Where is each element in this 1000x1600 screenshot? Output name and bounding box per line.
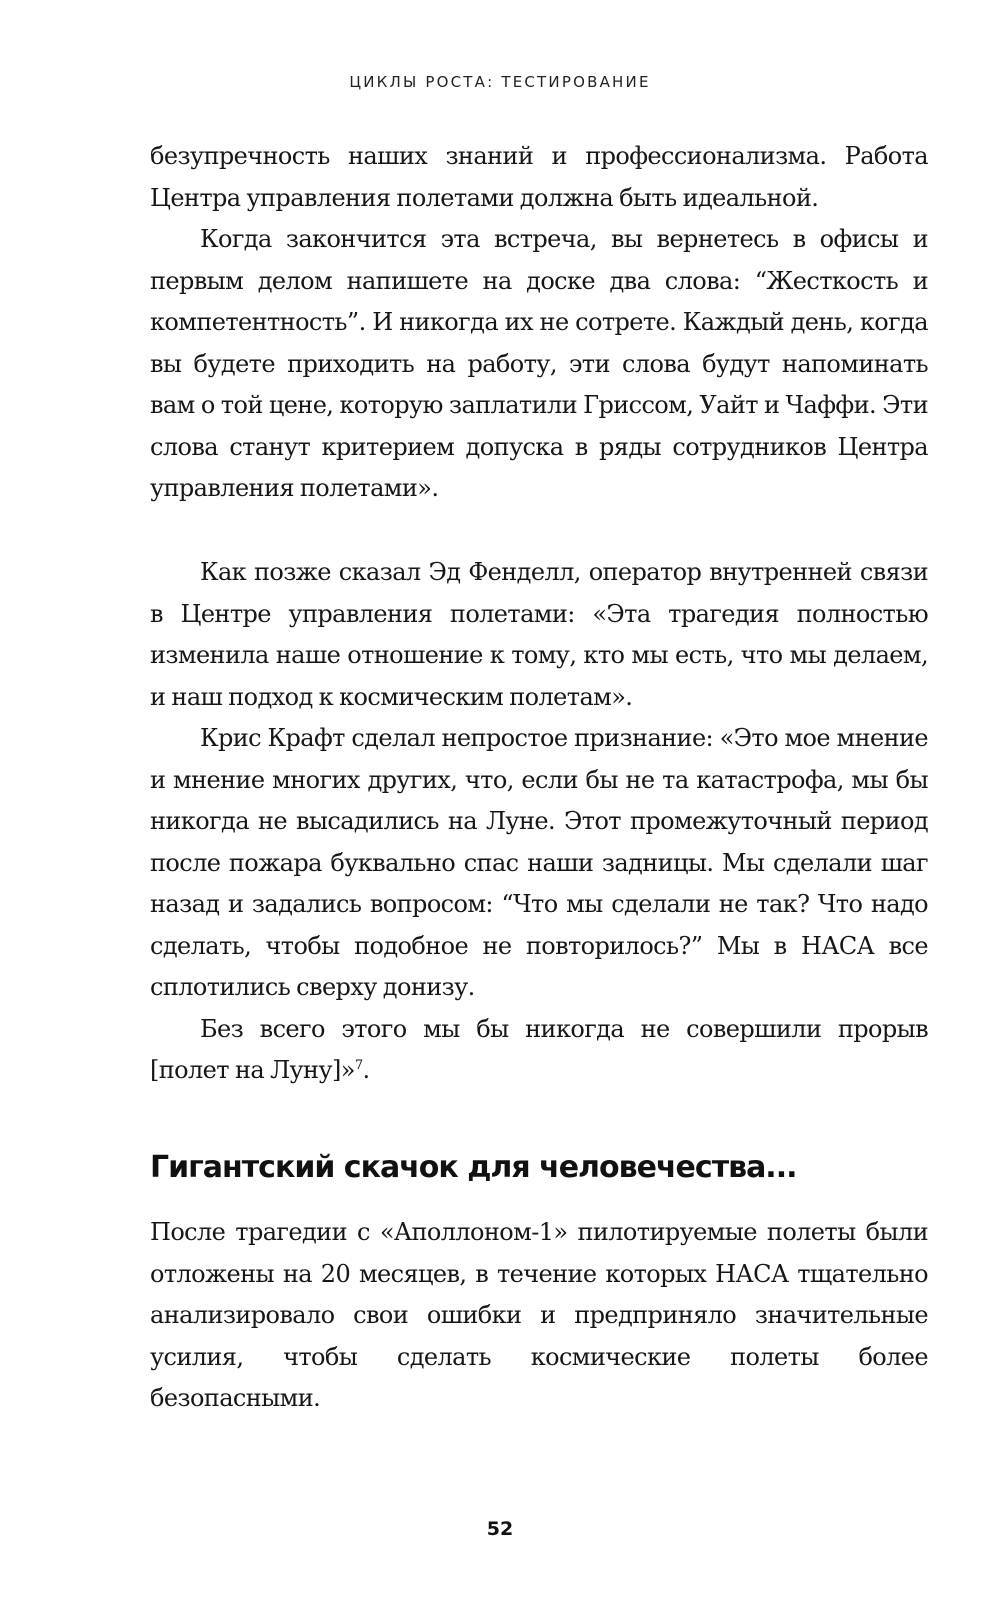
footnote-reference[interactable]: 7 xyxy=(354,1058,363,1073)
page-number: 52 xyxy=(486,1518,514,1540)
breakthrough-paragraph xyxy=(150,1009,928,1092)
quote-paragraph-1: безупречность наших знаний и профессионализма. Работа Центра управления полетами должна быть идеальной. xyxy=(150,142,928,212)
body-text xyxy=(150,552,928,1092)
section-paragraph-1: После трагедии с «Аполлоном-1» пилотируемые полеты были отложены на 20 месяцев, в течение которых НАСА тщательно анализировало свои ошибки и предприняло значительные усилия, чтобы сделать космические полеты более безопасными. xyxy=(150,1218,928,1412)
breakthrough-end: . xyxy=(362,1056,370,1084)
kraft-paragraph: Крис Крафт сделал непростое признание: «Это мое мнение и мнение многих других, что, если бы не та катастрофа, мы бы никогда не высадились на Луне. Этот промежуточный период после пожара буквально спас наши задницы. Мы сделали шаг назад и задались вопросом: “Что мы сделали не так? Что надо сделать, чтобы подобное не повторилось?” Мы в НАСА все сплотились сверху донизу. xyxy=(150,724,928,1001)
breakthrough-text: Без всего этого мы бы никогда не совершили прорыв [полет на Луну]» xyxy=(150,1014,928,1084)
fendell-paragraph: Как позже сказал Эд Фенделл, оператор внутренней связи в Центре управления полетами: «Эта трагедия полностью изменила наше отношение к тому, кто мы есть, что мы делаем, и наш подход к космическим полетам». xyxy=(150,558,928,711)
section-body xyxy=(150,1212,928,1420)
running-head: ЦИКЛЫ РОСТА: ТЕСТИРОВАНИЕ xyxy=(349,73,651,91)
quote-continuation xyxy=(150,136,928,510)
section-heading: Гигантский скачок для человечества... xyxy=(150,1150,797,1185)
quote-paragraph-2: Когда закончится эта встреча, вы вернетесь в офисы и первым делом напишете на доске два слова: “Жесткость и компетентность”. И никогда их не сотрете. Каждый день, когда вы будете приходить на работу, эти слова будут напоминать вам о той цене, которую заплатили Гриссом, Уайт и Чаффи. Эти слова станут критерием допуска в ряды сотрудников Центра управления полетами». xyxy=(150,225,928,502)
